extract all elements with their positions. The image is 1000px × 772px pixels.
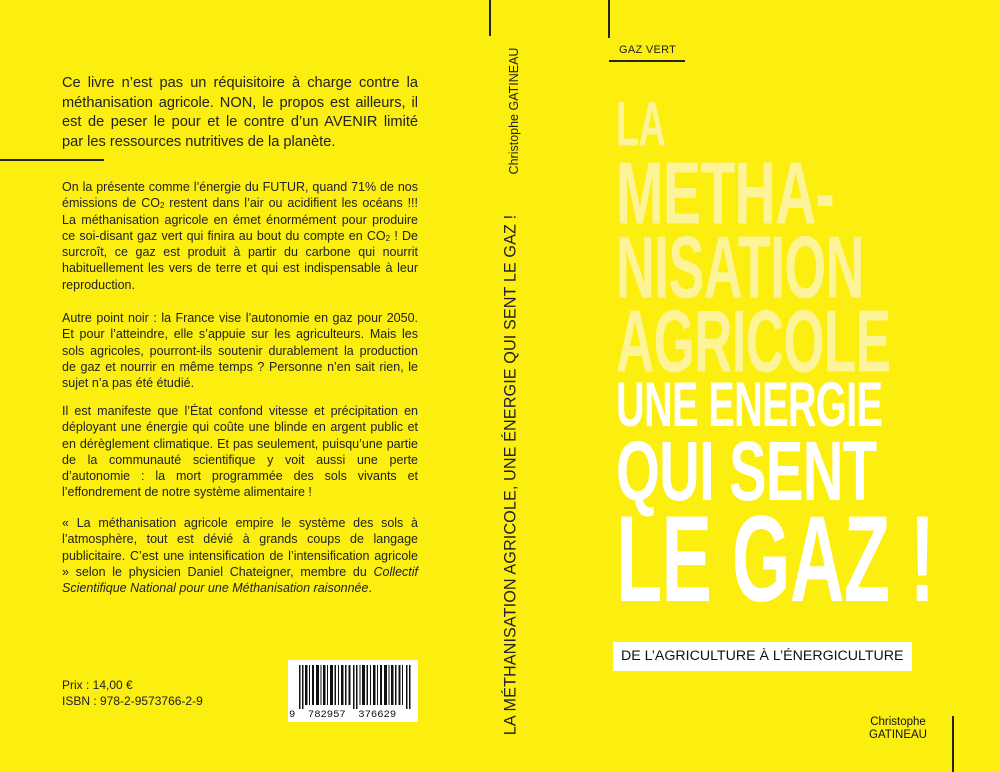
p1-part-c: ! De surcroît, ce gaz est produit à partir du carbone qui nourrit habituellement les vers de terre et qui est indispensable à leur reproduction. <box>62 228 418 292</box>
back-paragraph-3: Il est manifeste que l’État confond vitesse et précipitation en déployant une énergie qui coûte une blinde en argent public et en dérèglement climatique. Et pas seulement, puisqu’une partie de la communauté scientifique y voit aussi une perte d’autonomie : la mort programmée des sols vivants et l’effondrement de notre système alimentaire ! <box>62 404 418 500</box>
title-line-2: METHA- <box>616 143 835 243</box>
p1-part-b: restent dans l’air ou acidifient les océans !!! La méthanisation agricole en émet énormément pour produire ce soi-disant gaz vert qui finira au bout du compte en CO <box>62 196 418 243</box>
back-cover-lead: Ce livre n’est pas un réquisitoire à charge contre la méthanisation agricole. NON, le propos est ailleurs, il est de peser le pour et le contre d’un AVENIR limité par les ressources nutritives de la planète. <box>62 75 418 150</box>
back-paragraph-4 <box>62 515 418 596</box>
lead-divider <box>0 159 104 161</box>
title-line-4: AGRICOLE <box>616 291 891 391</box>
spine-title: LA MÉTHANISATION AGRICOLE, UNE ÉNERGIE QUI SENT LE GAZ ! <box>501 214 520 736</box>
author-last-name: GATINEAU <box>869 729 927 741</box>
front-top-rule <box>608 0 610 38</box>
collection-label: GAZ VERT <box>619 44 677 56</box>
barcode-digits: 9 782957 376629 <box>289 709 397 721</box>
barcode-bars <box>299 665 411 709</box>
price-block <box>62 677 203 709</box>
front-bottom-rule <box>952 716 954 772</box>
back-paragraph-2: Autre point noir : la France vise l’autonomie en gaz pour 2050. Et pour l’atteindre, elle s’appuie sur les agriculteurs. Mais les sols agricoles, pourront-ils soutenir durablement la production de gaz et nourrir en même temps ? Personne n’en sait rien, le sujet n’a pas été étudié. <box>62 311 418 391</box>
isbn: ISBN : 978-2-9573766-2-9 <box>62 694 203 708</box>
back-paragraph-1 <box>62 179 418 293</box>
isbn-barcode <box>288 660 418 722</box>
title-line-5: UNE ENERGIE <box>616 369 883 441</box>
p1-subscript-2: 2 <box>385 233 391 243</box>
subtitle-banner: DE L’AGRICULTURE À L’ÉNERGICULTURE <box>613 642 912 671</box>
p1-subscript: 2 <box>159 201 165 211</box>
back-cover <box>0 0 480 772</box>
title-line-6: QUI SENT <box>616 424 877 518</box>
spine-top-rule <box>489 0 491 36</box>
title-line-7: LE GAZ ! <box>616 490 935 628</box>
book-title <box>616 88 996 628</box>
price: Prix : 14,00 € <box>62 678 133 692</box>
p1-part-a: On la présente comme l’énergie du FUTUR, quand 71% de nos émissions de CO <box>62 180 418 211</box>
p4-part-a: « La méthanisation agricole empire le système des sols à l’atmosphère, tout est dévié à grands coups de langage publicitaire. C’est une intensification de l’intensification agricole » selon le physicien Daniel Chateigner, membre du <box>62 516 418 579</box>
front-author <box>848 716 948 742</box>
title-line-3: NISATION <box>616 217 864 317</box>
spine-author: Christophe GATINEAU <box>507 47 521 175</box>
collection-underline <box>609 60 685 62</box>
p4-italic-collective: Collectif Scientifique National pour une Méthanisation raisonnée <box>62 564 418 596</box>
author-first-name: Christophe <box>870 716 926 728</box>
p4-part-b: . <box>368 581 372 596</box>
title-line-1: LA <box>616 88 666 160</box>
